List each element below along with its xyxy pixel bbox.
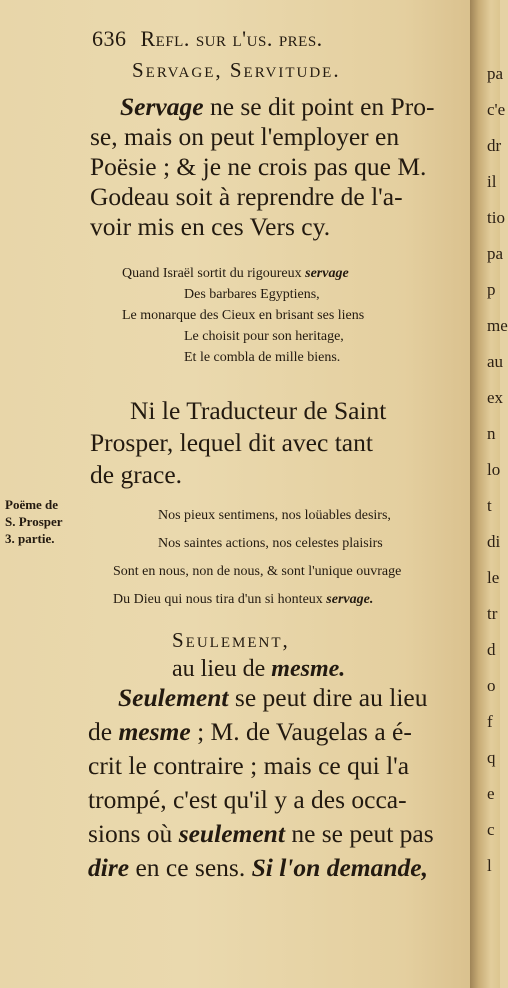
text-run: Le choisit pour son heritage, bbox=[184, 329, 344, 344]
text-run: Prosper, lequel dit avec tant bbox=[90, 428, 373, 457]
text-line bbox=[90, 124, 399, 150]
margin-note-line: 3. partie. bbox=[5, 531, 55, 546]
facing-page-fragment: au bbox=[487, 352, 504, 371]
verse-line bbox=[184, 350, 340, 366]
text-line bbox=[130, 398, 386, 424]
text-run: Quand Israël sortit du rigoureux bbox=[122, 266, 306, 281]
text-run: de grace. bbox=[90, 460, 183, 489]
facing-page-fragment: pa bbox=[487, 64, 504, 83]
facing-page-fragment: e bbox=[487, 784, 495, 803]
page-number: 636 bbox=[92, 26, 127, 51]
margin-note bbox=[5, 496, 63, 547]
emphasized-word: Seulement bbox=[118, 683, 229, 712]
facing-page-fragment: p bbox=[487, 280, 496, 299]
text-run: Le monarque des Cieux en brisant ses liens bbox=[122, 308, 365, 323]
text-run: Godeau soit à reprendre de l'a- bbox=[90, 182, 403, 211]
text-line bbox=[88, 821, 434, 847]
verse-line bbox=[113, 564, 401, 580]
facing-page-fragment: d bbox=[487, 640, 496, 659]
facing-page-fragment: il bbox=[487, 172, 497, 191]
facing-page-fragment: t bbox=[487, 496, 492, 515]
text-run: se, mais on peut l'employer en bbox=[90, 122, 400, 151]
facing-page-fragment: f bbox=[487, 712, 493, 731]
text-run: Des barbares Egyptiens, bbox=[184, 287, 320, 302]
facing-page-fragment: lo bbox=[487, 460, 501, 479]
emphasized-word: Si l'on demande, bbox=[251, 853, 428, 882]
emphasized-word: Servage bbox=[120, 92, 204, 121]
verse-line bbox=[122, 266, 349, 282]
text-line bbox=[88, 855, 428, 881]
margin-note-line: Poëme de bbox=[5, 497, 59, 512]
verse-line bbox=[158, 536, 383, 552]
emphasized-word: mesme bbox=[118, 717, 191, 746]
text-run: Sont en nous, non de nous, & sont l'unique ouvrage bbox=[113, 564, 402, 579]
verse-line bbox=[113, 592, 373, 608]
verse-line bbox=[184, 329, 344, 345]
text-line bbox=[90, 184, 403, 210]
facing-page-fragment: dr bbox=[487, 136, 502, 155]
verse-line bbox=[184, 287, 320, 303]
text-run: Du Dieu qui nous tira d'un si honteux bbox=[113, 592, 327, 607]
facing-page-fragment: pa bbox=[487, 244, 504, 263]
text-run: trompé, c'est qu'il y a des occa- bbox=[88, 785, 407, 814]
section-subtitle bbox=[172, 657, 345, 681]
text-line bbox=[88, 787, 407, 813]
text-run: Nos saintes actions, nos celestes plaisirs bbox=[158, 536, 383, 551]
emphasized-word: dire bbox=[88, 853, 130, 882]
text-run: crit le contraire ; mais ce qui l'a bbox=[88, 751, 410, 780]
facing-page-fragment: c bbox=[487, 820, 495, 839]
facing-page-fragment: me bbox=[487, 316, 508, 335]
verse-line bbox=[158, 508, 391, 524]
text-run: Nos pieux sentimens, nos loüables desirs, bbox=[158, 508, 391, 523]
facing-page-fragment: tio bbox=[487, 208, 505, 227]
text-line bbox=[90, 154, 426, 180]
section-title-servage: Servage, Servitude. bbox=[132, 58, 341, 82]
text-line bbox=[118, 685, 428, 711]
text-line bbox=[90, 462, 182, 488]
emphasized-word: seulement bbox=[178, 819, 285, 848]
running-title: Refl. sur l'us. pres. bbox=[140, 26, 323, 51]
section-title-seulement: Seulement, bbox=[172, 628, 290, 652]
verse-line bbox=[122, 308, 364, 324]
text-line bbox=[88, 753, 409, 779]
text-run: de bbox=[88, 717, 119, 746]
text-run: en ce sens. bbox=[129, 853, 252, 882]
text-run: ; M. de Vaugelas a é- bbox=[190, 717, 412, 746]
facing-page-fragment: q bbox=[487, 748, 496, 767]
facing-page-fragment: o bbox=[487, 676, 496, 695]
text-run: se peut dire au lieu bbox=[228, 683, 428, 712]
facing-page-edge bbox=[470, 0, 508, 988]
text-run: sions où bbox=[88, 819, 179, 848]
facing-page-fragment: ex bbox=[487, 388, 504, 407]
facing-page-fragment: le bbox=[487, 568, 500, 587]
facing-page-fragment: c'e bbox=[487, 100, 506, 119]
running-head bbox=[92, 26, 323, 52]
facing-page-fragment: n bbox=[487, 424, 496, 443]
text-line bbox=[88, 719, 412, 745]
text-run: ne se dit point en Pro- bbox=[203, 92, 435, 121]
subtitle-text: au lieu de bbox=[172, 656, 272, 682]
text-line bbox=[90, 214, 330, 240]
facing-page-fragment: di bbox=[487, 532, 501, 551]
margin-note-line: S. Prosper bbox=[5, 514, 63, 529]
text-run: Poësie ; & je ne crois pas que M. bbox=[90, 152, 427, 181]
facing-page-fragment: tr bbox=[487, 604, 498, 623]
text-run: Et le combla de mille biens. bbox=[184, 350, 341, 365]
subtitle-emphasis: mesme. bbox=[271, 656, 346, 682]
text-run: voir mis en ces Vers cy. bbox=[90, 212, 331, 241]
emphasized-word: servage. bbox=[326, 592, 374, 607]
text-run: ne se peut pas bbox=[284, 819, 434, 848]
facing-page-fragment: l bbox=[487, 856, 492, 875]
text-line bbox=[90, 430, 373, 456]
text-line bbox=[120, 94, 434, 120]
text-run: Ni le Traducteur de Saint bbox=[130, 396, 387, 425]
emphasized-word: servage bbox=[305, 266, 349, 281]
